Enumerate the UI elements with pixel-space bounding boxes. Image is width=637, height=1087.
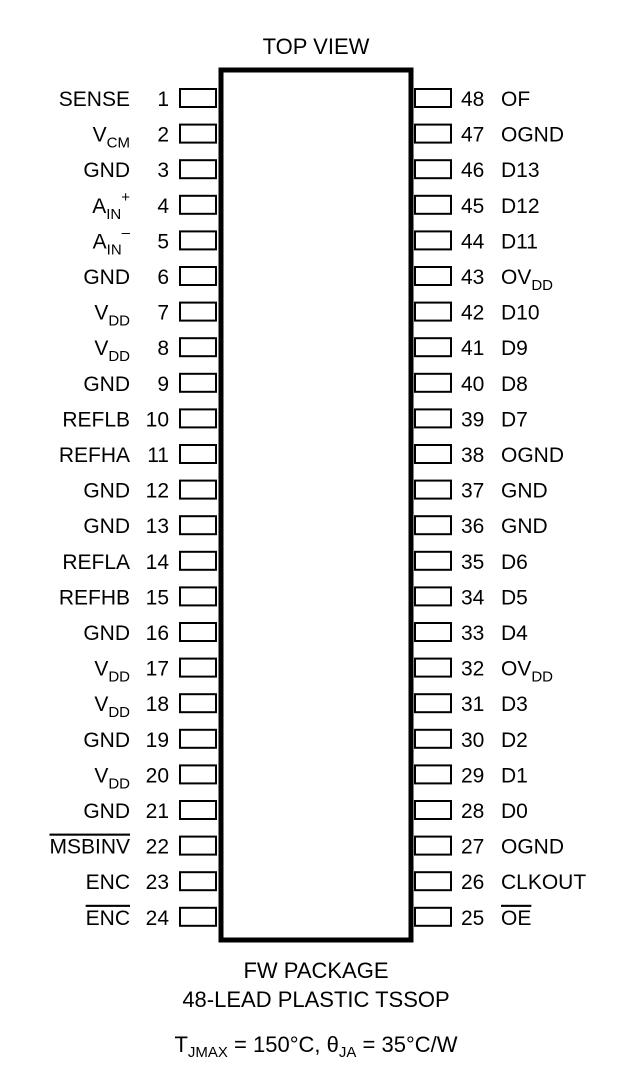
pin-name-main: GND [83,728,130,752]
pin-name [501,230,538,253]
pin-32 [415,658,553,686]
pin-name-main: OV [501,266,532,289]
pin-name-main: SENSE [58,88,130,111]
pin-name [83,515,130,538]
pin-name-subscript: DD [108,348,130,366]
pin-name-main: V [94,764,109,788]
pin-lead [415,409,451,427]
pin-lead [180,587,216,605]
pin-name [501,800,528,823]
pin-number: 10 [145,408,169,432]
pin-name-main: OE [501,906,532,930]
right-pin-column [415,88,586,930]
pin-name-main: GND [83,159,130,183]
pin-number: 36 [461,515,485,539]
pin-lead [180,196,216,214]
pin-name [501,124,564,147]
pin-42 [415,302,540,325]
pin-lead [180,231,216,249]
pin-lead [180,481,216,499]
pin-45 [415,195,540,218]
pin-name [94,337,130,365]
tjmax-subscript: JMAX [187,1044,228,1061]
pin-19 [83,729,216,752]
pin-31 [415,693,528,716]
pin-44 [415,230,538,253]
pin-name-main: GND [83,515,130,539]
pin-name [501,266,553,294]
pin-number: 22 [145,835,169,859]
pin-12 [83,480,216,503]
pin-number: 3 [157,159,169,183]
pin-name-superscript: – [121,224,130,242]
pin-name-main: OF [501,88,531,111]
pin-name [501,159,540,182]
pin-lead [415,374,451,392]
pin-name [59,444,130,467]
pin-name [93,224,131,258]
pin-lead [415,552,451,570]
pin-number: 44 [461,230,485,254]
pin-lead [180,409,216,427]
pin-number: 4 [157,194,169,218]
pin-number: 16 [145,622,169,645]
pin-47 [415,124,564,147]
pin-name [83,373,130,396]
pin-name-main: D3 [501,693,528,717]
pin-number: 21 [145,800,169,823]
pin-name [501,408,528,431]
pin-46 [415,159,540,182]
pin-1 [59,88,216,111]
pin-13 [83,515,216,538]
pin-number: 15 [145,586,169,610]
pin-number: 46 [461,159,485,183]
pin-name [501,622,528,645]
pin-name [86,871,130,894]
pin-name-main: OGND [501,444,564,467]
pin-lead [415,694,451,712]
theta-symbol: θ [326,1032,339,1057]
pin-name [59,586,130,609]
pin-lead [415,196,451,214]
pin-number: 43 [461,266,485,289]
pin-lead [415,231,451,249]
pin-number: 29 [461,764,485,788]
pin-name-main: D4 [501,622,528,645]
pin-name-superscript: + [121,188,130,206]
pin-lead [415,445,451,463]
pin-name-main: OV [501,657,532,681]
pin-21 [83,800,216,823]
pin-name-main: GND [501,479,548,503]
pin-lead [180,801,216,819]
pin-41 [415,337,528,360]
pin-lead [415,125,451,143]
pin-lead [415,267,451,285]
pin-lead [415,303,451,321]
pin-lead [415,765,451,783]
pin-lead [180,338,216,356]
pin-name-main: GND [83,800,130,823]
pin-lead [415,160,451,178]
pin-name-subscript: DD [531,668,554,686]
top-view-label: TOP VIEW [262,34,370,59]
pin-name [501,907,531,930]
pin-name-main: D12 [501,194,540,218]
pin-4 [92,189,216,223]
pin-number: 33 [461,622,485,645]
left-pin-column [49,88,216,930]
pin-number: 23 [145,871,169,895]
pin-number: 47 [461,123,485,147]
pin-name-main: REFLB [62,408,130,432]
pin-name-main: REFHA [58,444,130,467]
pin-lead [180,730,216,748]
pin-name [501,515,548,538]
pin-name-main: V [94,693,109,717]
pin-number: 2 [157,123,169,147]
pin-name-subscript: DD [531,277,554,294]
pin-number: 24 [145,906,169,930]
pin-lead [415,659,451,677]
pin-number: 6 [157,266,169,289]
pin-number: 19 [145,728,169,752]
pin-name-main: A [92,194,107,218]
pin-37 [415,480,548,503]
pin-lead [180,765,216,783]
pin-name [501,337,528,360]
pin-28 [415,800,528,823]
pin-number: 9 [157,372,169,396]
pin-11 [59,444,216,467]
pin-8 [94,337,216,365]
pin-lead [180,445,216,463]
pin-lead [415,872,451,890]
pin-name-main: REFHB [58,586,130,610]
pin-name [83,159,130,182]
pin-name-subscript: CM [106,134,130,152]
pin-26 [415,871,586,894]
pin-number: 26 [461,871,485,895]
pin-name-main: V [94,337,109,361]
pin-lead [415,623,451,641]
package-name: FW PACKAGE [243,958,389,983]
pin-number: 45 [461,194,485,218]
theta-subscript: JA [338,1044,357,1061]
pin-17 [94,658,216,686]
pin-number: 40 [461,372,485,396]
pin-name-main: CLKOUT [501,871,587,895]
pin-name-main: V [94,301,109,325]
pin-name [501,693,528,716]
pin-name-main: V [92,123,107,147]
pin-lead [180,623,216,641]
pin-lead [415,730,451,748]
pin-name-main: OGND [501,835,564,859]
pin-name-main: ENC [85,906,130,930]
pin-number: 37 [461,479,485,503]
pin-name [501,88,530,111]
pin-name-main: GND [83,479,130,503]
pin-name-main: ENC [85,871,130,895]
pin-name [62,408,130,431]
pin-name-main: GND [83,266,130,289]
pin-name-main: D13 [501,159,540,183]
pin-name-main: D10 [501,301,540,325]
pin-name-main: REFLA [62,550,130,574]
pin-name-subscript: IN [106,241,122,259]
pin-lead [180,694,216,712]
pin-name-main: D11 [501,230,538,254]
pin-name [501,764,528,787]
theta-value: = 35°C/W [356,1032,458,1057]
pin-name [94,764,130,792]
pin-name [92,189,130,223]
pin-name [501,480,548,503]
pin-name [501,658,553,686]
pin-name [83,622,130,645]
pin-name-main: A [92,230,107,254]
pin-name [501,302,540,325]
pin-number: 41 [461,337,485,361]
ic-package-body [221,70,411,940]
pin-name [501,195,540,218]
pin-10 [62,408,216,431]
pin-number: 34 [461,586,485,610]
pin-2 [93,124,216,152]
pin-name-main: OGND [501,123,564,147]
pin-33 [415,622,528,645]
pin-name [94,658,130,686]
pin-lead [180,125,216,143]
pin-number: 38 [461,444,485,467]
pin-name-subscript: DD [108,312,130,330]
package-type: 48-LEAD PLASTIC TSSOP [182,987,450,1012]
pin-name [93,124,130,152]
pin-name-subscript: IN [106,205,122,223]
pin-number: 28 [461,800,485,823]
pin-lead [180,908,216,926]
pin-name-main: D7 [501,408,528,432]
pin-lead [180,552,216,570]
pin-48 [415,88,530,111]
pin-number: 7 [157,301,169,325]
pin-name-main: D2 [501,728,528,752]
pin-name [86,907,130,930]
pin-lead [180,303,216,321]
pin-name [59,88,130,111]
pin-name [83,266,130,289]
pin-number: 8 [157,337,169,361]
pin-name-subscript: DD [108,775,130,793]
pin-name [501,373,528,396]
pin-name-main: GND [83,622,130,645]
pin-name-main: D5 [501,586,528,610]
pin-number: 17 [145,657,169,681]
pin-lead [180,872,216,890]
pin-29 [415,764,528,787]
pin-lead [415,481,451,499]
pin-name-main: D8 [501,372,528,396]
pin-25 [415,907,531,930]
thermal-spec [174,1032,457,1061]
tjmax-value: = 150°C, [227,1032,327,1057]
pin-name-main: D9 [501,337,528,361]
pin-5 [93,224,216,258]
pin-name-subscript: DD [108,668,130,686]
pin-lead [415,338,451,356]
pin-15 [59,586,216,609]
pin-lead [415,837,451,855]
pin-number: 5 [157,230,169,254]
pin-number: 27 [461,835,485,859]
pin-number: 18 [145,693,169,717]
pin-27 [415,836,564,859]
pin-name [501,729,528,752]
pin-7 [94,302,216,330]
pin-lead [180,837,216,855]
pin-38 [415,444,564,467]
pin-name [83,480,130,503]
pin-number: 12 [145,479,169,503]
pin-34 [415,586,528,609]
pin-name [49,836,130,859]
pin-43 [415,266,553,294]
pin-name [83,729,130,752]
pin-name-main: D1 [501,764,528,788]
tjmax-symbol: T [174,1032,188,1057]
pin-number: 35 [461,550,485,574]
pin-24 [86,907,216,930]
pin-number: 32 [461,657,485,681]
pin-number: 39 [461,408,485,432]
pin-36 [415,515,548,538]
pin-39 [415,408,528,431]
pin-number: 31 [461,693,485,717]
pin-14 [62,551,216,574]
pin-name-main: D0 [501,800,528,823]
pin-30 [415,729,528,752]
pin-35 [415,551,528,574]
pin-name [501,586,528,609]
pin-name [94,693,130,721]
pin-name [62,551,130,574]
pin-number: 30 [461,728,485,752]
pin-number: 14 [145,550,169,574]
pin-9 [83,373,216,396]
pin-lead [180,374,216,392]
pin-lead [415,801,451,819]
pin-18 [94,693,216,721]
pin-lead [180,516,216,534]
pin-40 [415,373,528,396]
pin-name-main: V [94,657,109,681]
pin-lead [415,587,451,605]
pin-number: 11 [147,444,169,467]
pin-22 [49,836,216,859]
pin-lead [180,267,216,285]
pin-23 [86,871,216,894]
pin-name [94,302,130,330]
pin-number: 42 [461,301,485,325]
pin-number: 25 [461,906,485,930]
pin-name-main: MSBINV [49,835,130,859]
pin-name [501,551,528,574]
pin-name [83,800,130,823]
pin-number: 48 [461,88,485,111]
pin-20 [94,764,216,792]
pin-lead [415,908,451,926]
pin-name [501,871,586,894]
pin-name [501,444,564,467]
pin-16 [83,622,216,645]
pin-number: 20 [145,764,169,788]
pin-6 [83,266,216,289]
pin-lead [180,659,216,677]
pin-name [501,836,564,859]
pin-lead [415,516,451,534]
pin-lead [180,160,216,178]
pin-name-main: GND [501,515,548,539]
pin-lead [180,89,216,107]
pin-3 [83,159,216,182]
pin-number: 13 [145,515,169,539]
pin-number: 1 [157,88,169,111]
pin-name-subscript: DD [108,704,130,722]
pin-name-main: GND [83,372,130,396]
pin-name-main: D6 [501,550,528,574]
pin-lead [415,89,451,107]
